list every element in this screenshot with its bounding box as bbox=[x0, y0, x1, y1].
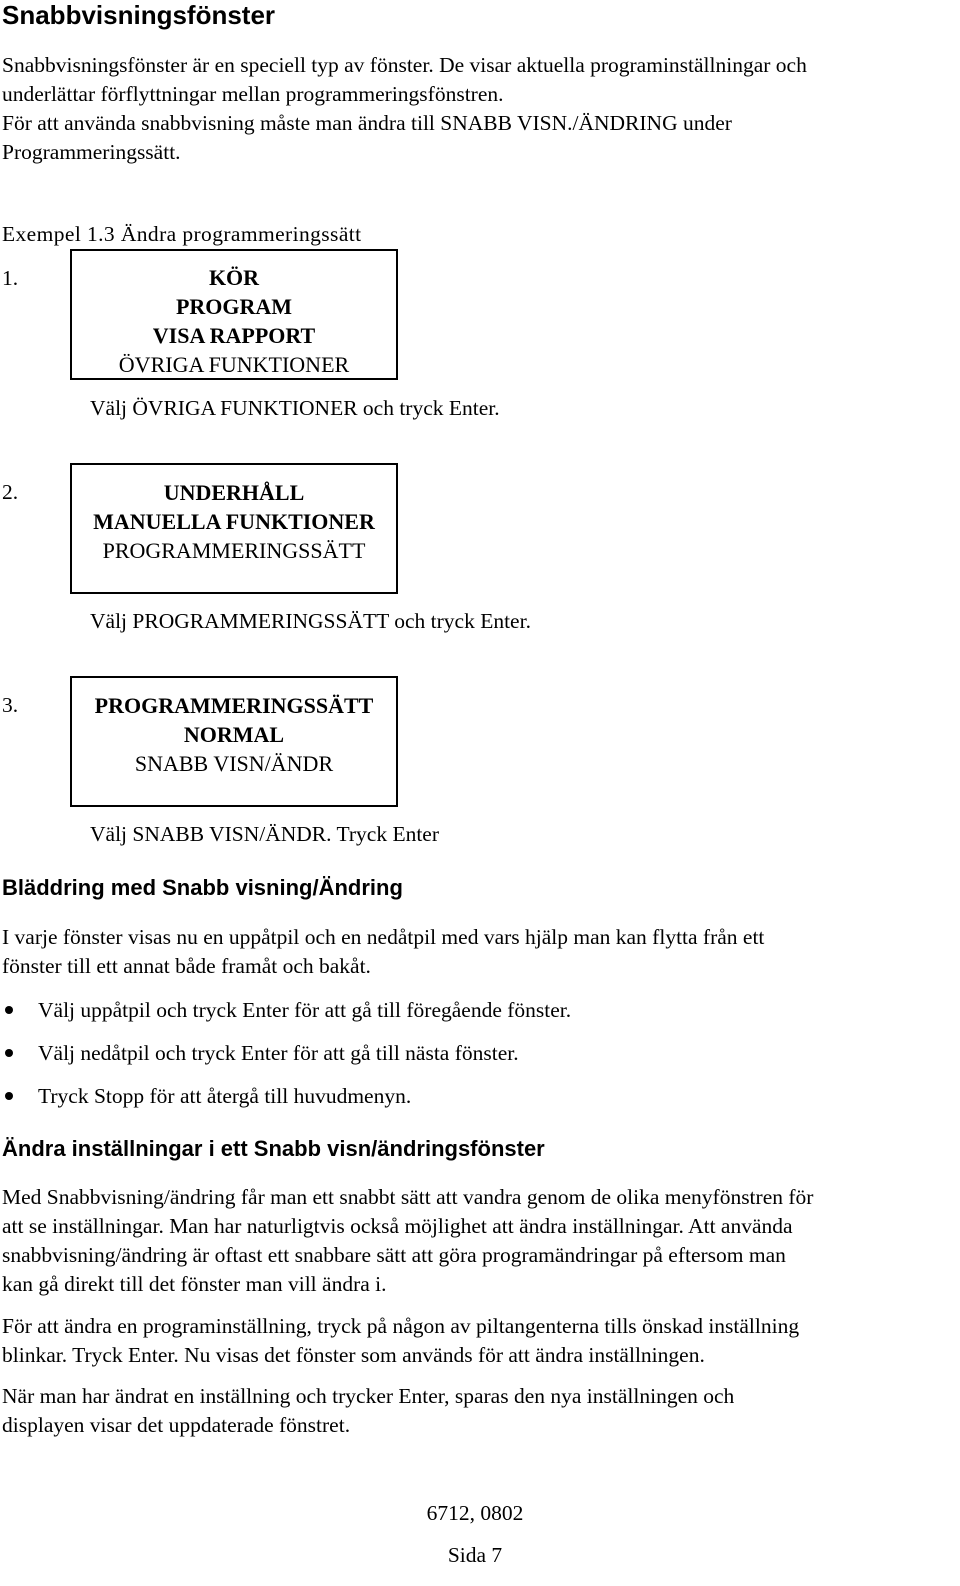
display-screen-3 bbox=[70, 676, 398, 807]
display-screen-1 bbox=[70, 249, 398, 380]
screen-1-line-3: VISA RAPPORT bbox=[152, 323, 316, 348]
section-heading-browsing: Bläddring med Snabb visning/Ändring bbox=[2, 875, 403, 900]
section3-p2-line-1: För att ändra en programinställning, tryck på någon av piltangenterna tills önskad inställning bbox=[2, 1314, 800, 1338]
bullet-icon bbox=[5, 1092, 13, 1100]
section-heading-change-settings: Ändra inställningar i ett Snabb visn/ändringsfönster bbox=[2, 1136, 545, 1161]
intro-line-4: Programmeringssätt. bbox=[2, 140, 181, 164]
step-2-instruction: Välj PROGRAMMERINGSSÄTT och tryck Enter. bbox=[90, 609, 531, 633]
screen-1-line-1: KÖR bbox=[208, 265, 260, 290]
display-screen-2 bbox=[70, 463, 398, 594]
intro-line-2: underlättar förflyttningar mellan programmeringsfönstren. bbox=[2, 82, 504, 106]
intro-line-3: För att använda snabbvisning måste man ändra till SNABB VISN./ÄNDRING under bbox=[2, 111, 732, 135]
section3-p1-line-1: Med Snabbvisning/ändring får man ett snabbt sätt att vandra genom de olika menyfönstren för bbox=[2, 1185, 814, 1209]
footer-page-number: Sida 7 bbox=[447, 1543, 503, 1567]
bullet-icon bbox=[5, 1006, 13, 1014]
screen-3-line-2: NORMAL bbox=[183, 722, 285, 747]
step-2-number: 2. bbox=[2, 480, 19, 504]
screen-1-line-2: PROGRAM bbox=[175, 294, 293, 319]
bullet-item-2: Välj nedåtpil och tryck Enter för att gå till nästa fönster. bbox=[38, 1041, 519, 1065]
bullet-icon bbox=[5, 1049, 13, 1057]
section3-p3-line-1: När man har ändrat en inställning och trycker Enter, sparas den nya inställningen och bbox=[2, 1384, 735, 1408]
footer-doc-number: 6712, 0802 bbox=[426, 1501, 524, 1525]
bullet-item-1: Välj uppåtpil och tryck Enter för att gå till föregående fönster. bbox=[38, 998, 572, 1022]
section3-p1-line-4: kan gå direkt till det fönster man vill ändra i. bbox=[2, 1272, 387, 1296]
step-3-instruction: Välj SNABB VISN/ÄNDR. Tryck Enter bbox=[90, 822, 440, 846]
intro-line-1: Snabbvisningsfönster är en speciell typ av fönster. De visar aktuella programinställningar och bbox=[2, 53, 807, 77]
example-title: Exempel 1.3 Ändra programmeringssätt bbox=[2, 222, 362, 246]
screen-1-line-4: ÖVRIGA FUNKTIONER bbox=[118, 352, 350, 377]
screen-2-line-2: MANUELLA FUNKTIONER bbox=[93, 509, 375, 534]
section2-line-2: fönster till ett annat både framåt och bakåt. bbox=[2, 954, 371, 978]
step-3-number: 3. bbox=[2, 693, 19, 717]
section2-line-1: I varje fönster visas nu en uppåtpil och en nedåtpil med vars hjälp man kan flytta från ett bbox=[2, 925, 765, 949]
step-1-instruction: Välj ÖVRIGA FUNKTIONER och tryck Enter. bbox=[90, 396, 500, 420]
section3-p1-line-2: att se inställningar. Man har naturligtvis också möjlighet att ändra inställningar. Att använda bbox=[2, 1214, 793, 1238]
screen-3-line-1: PROGRAMMERINGSSÄTT bbox=[94, 693, 374, 718]
section3-p1-line-3: snabbvisning/ändring är oftast ett snabbare sätt att göra programändringar på eftersom man bbox=[2, 1243, 786, 1267]
step-1-number: 1. bbox=[2, 266, 19, 290]
section3-p3-line-2: displayen visar det uppdaterade fönstret. bbox=[2, 1413, 351, 1437]
section3-p2-line-2: blinkar. Tryck Enter. Nu visas det fönster som används för att ändra inställningen. bbox=[2, 1343, 705, 1367]
bullet-item-3: Tryck Stopp för att återgå till huvudmenyn. bbox=[38, 1084, 412, 1108]
page-title: Snabbvisningsfönster bbox=[2, 0, 276, 30]
screen-2-line-1: UNDERHÅLL bbox=[163, 480, 305, 505]
screen-2-line-3: PROGRAMMERINGSSÄTT bbox=[102, 538, 366, 563]
screen-3-line-3: SNABB VISN/ÄNDR bbox=[134, 751, 334, 776]
